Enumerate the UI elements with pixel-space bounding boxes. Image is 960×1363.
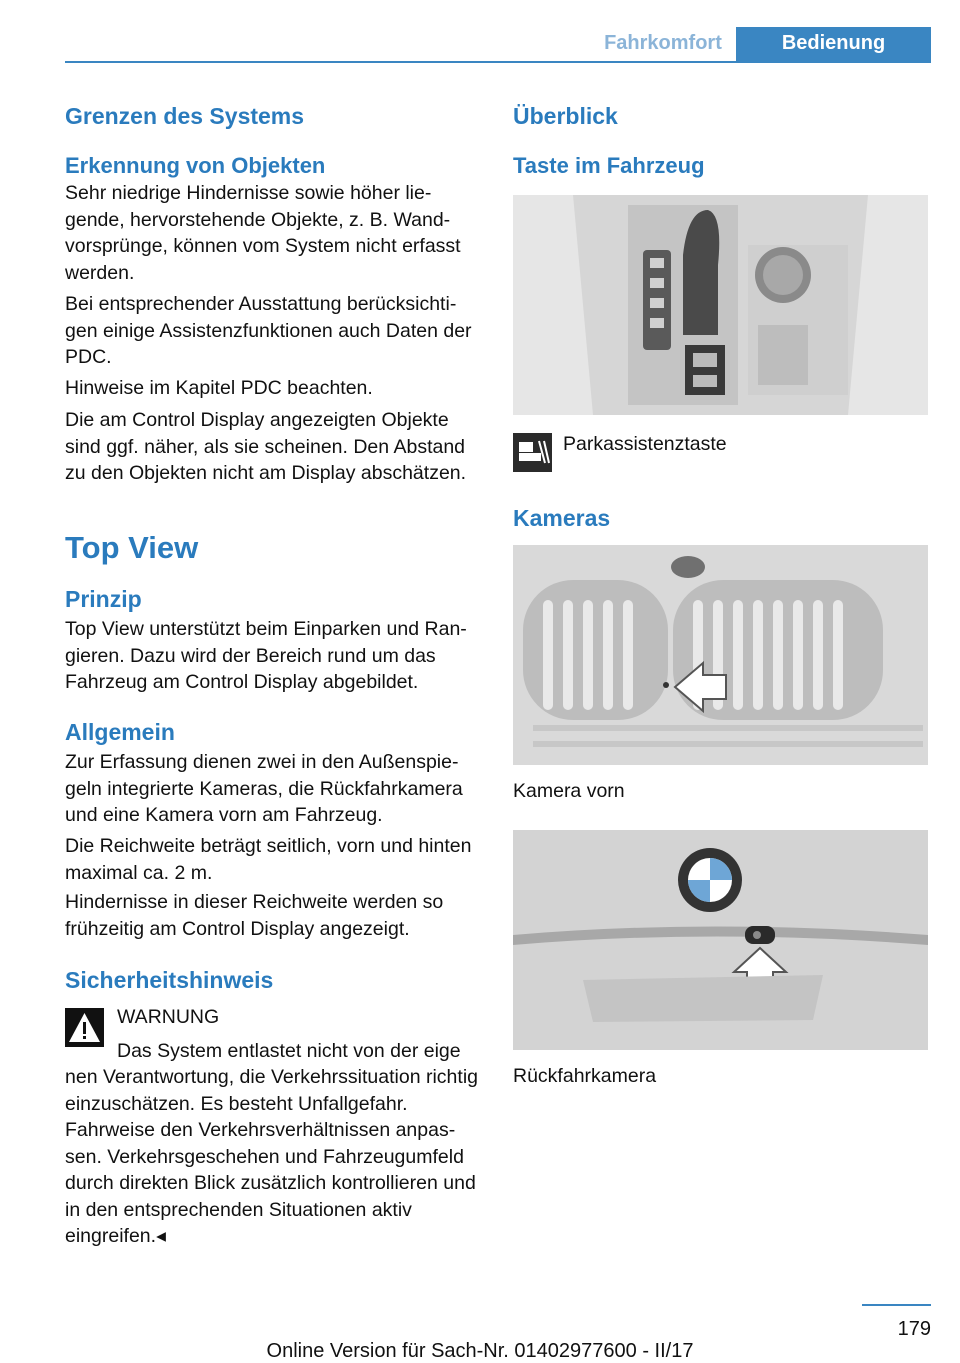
- paragraph: Hinweise im Kapitel PDC beachten.: [65, 377, 373, 399]
- heading-allgemein: Allgemein: [65, 719, 175, 745]
- warning-text: nen Verantwortung, die Verkehrssituation richtig einzuschätzen. Es besteht Unfallgefahr. Fahrweise den Verkehrsverhältnissen anpassen. Verkehrsgeschehen und Fahrzeugumfeld durch direkten Blick zusätzlich kontrollieren und in den entsprechenden Situationen aktiv eingreifen.◂: [65, 1066, 478, 1247]
- paragraph: Zur Erfassung dienen zwei in den Außenspiegeln integrierte Kameras, die Rückfahrkamera und eine Kamera vorn am Fahrzeug.: [65, 751, 463, 826]
- page-number: 179: [897, 1318, 931, 1340]
- paragraph: Die Reichweite beträgt seitlich, vorn und hinten maximal ca. 2 m.: [65, 835, 472, 884]
- paragraph: Hindernisse in dieser Reichweite werden so frühzeitig am Control Display angezeigt.: [65, 891, 444, 940]
- heading-ueberblick: Überblick: [513, 103, 618, 129]
- paragraph: Bei entsprechender Ausstattung berücksichtigen einige Assistenzfunktionen auch Daten der PDC.: [65, 293, 472, 368]
- heading-taste: Taste im Fahrzeug: [513, 153, 705, 178]
- tab-bedienung[interactable]: Bedienung: [736, 27, 931, 62]
- warning-icon: [65, 1008, 104, 1047]
- console-photo: [513, 195, 928, 415]
- warning-text-first-line: Das System entlastet nicht von der eige: [117, 1040, 461, 1062]
- paragraph: Top View unterstützt beim Einparken und Rangieren. Dazu wird der Bereich rund um das Fahrzeug am Control Display abgebildet.: [65, 618, 467, 693]
- heading-erkennung: Erkennung von Objekten: [65, 153, 326, 178]
- parking-assist-icon: [513, 433, 552, 472]
- caption-front-camera: Kamera vorn: [513, 780, 625, 802]
- heading-grenzen: Grenzen des Systems: [65, 103, 305, 129]
- tab-fahrkomfort[interactable]: Fahrkomfort: [604, 32, 722, 54]
- caption-park-assist: Parkassistenztaste: [563, 433, 727, 455]
- heading-prinzip: Prinzip: [65, 586, 142, 612]
- header-rule: [65, 61, 931, 63]
- caption-rear-camera: Rückfahrkamera: [513, 1065, 657, 1087]
- footer-online-version: Online Version für Sach-Nr. 01402977600 - II/17: [266, 1340, 694, 1362]
- warning-title: WARNUNG: [117, 1006, 220, 1028]
- heading-top-view: Top View: [65, 530, 199, 565]
- footer-rule: [862, 1304, 931, 1306]
- rear-camera-photo: [513, 830, 928, 1050]
- heading-kameras: Kameras: [513, 505, 611, 531]
- front-camera-photo: [513, 545, 928, 765]
- heading-sicherheit: Sicherheitshinweis: [65, 967, 274, 993]
- paragraph: Sehr niedrige Hindernisse sowie höher liegende, hervorstehende Objekte, z. B. Wandvorsprünge, können vom System nicht erfasst werden.: [65, 182, 461, 284]
- paragraph: Die am Control Display angezeigten Objekte sind ggf. näher, als sie scheinen. Den Abstand zu den Objekten nicht am Display abschätzen.: [65, 409, 467, 484]
